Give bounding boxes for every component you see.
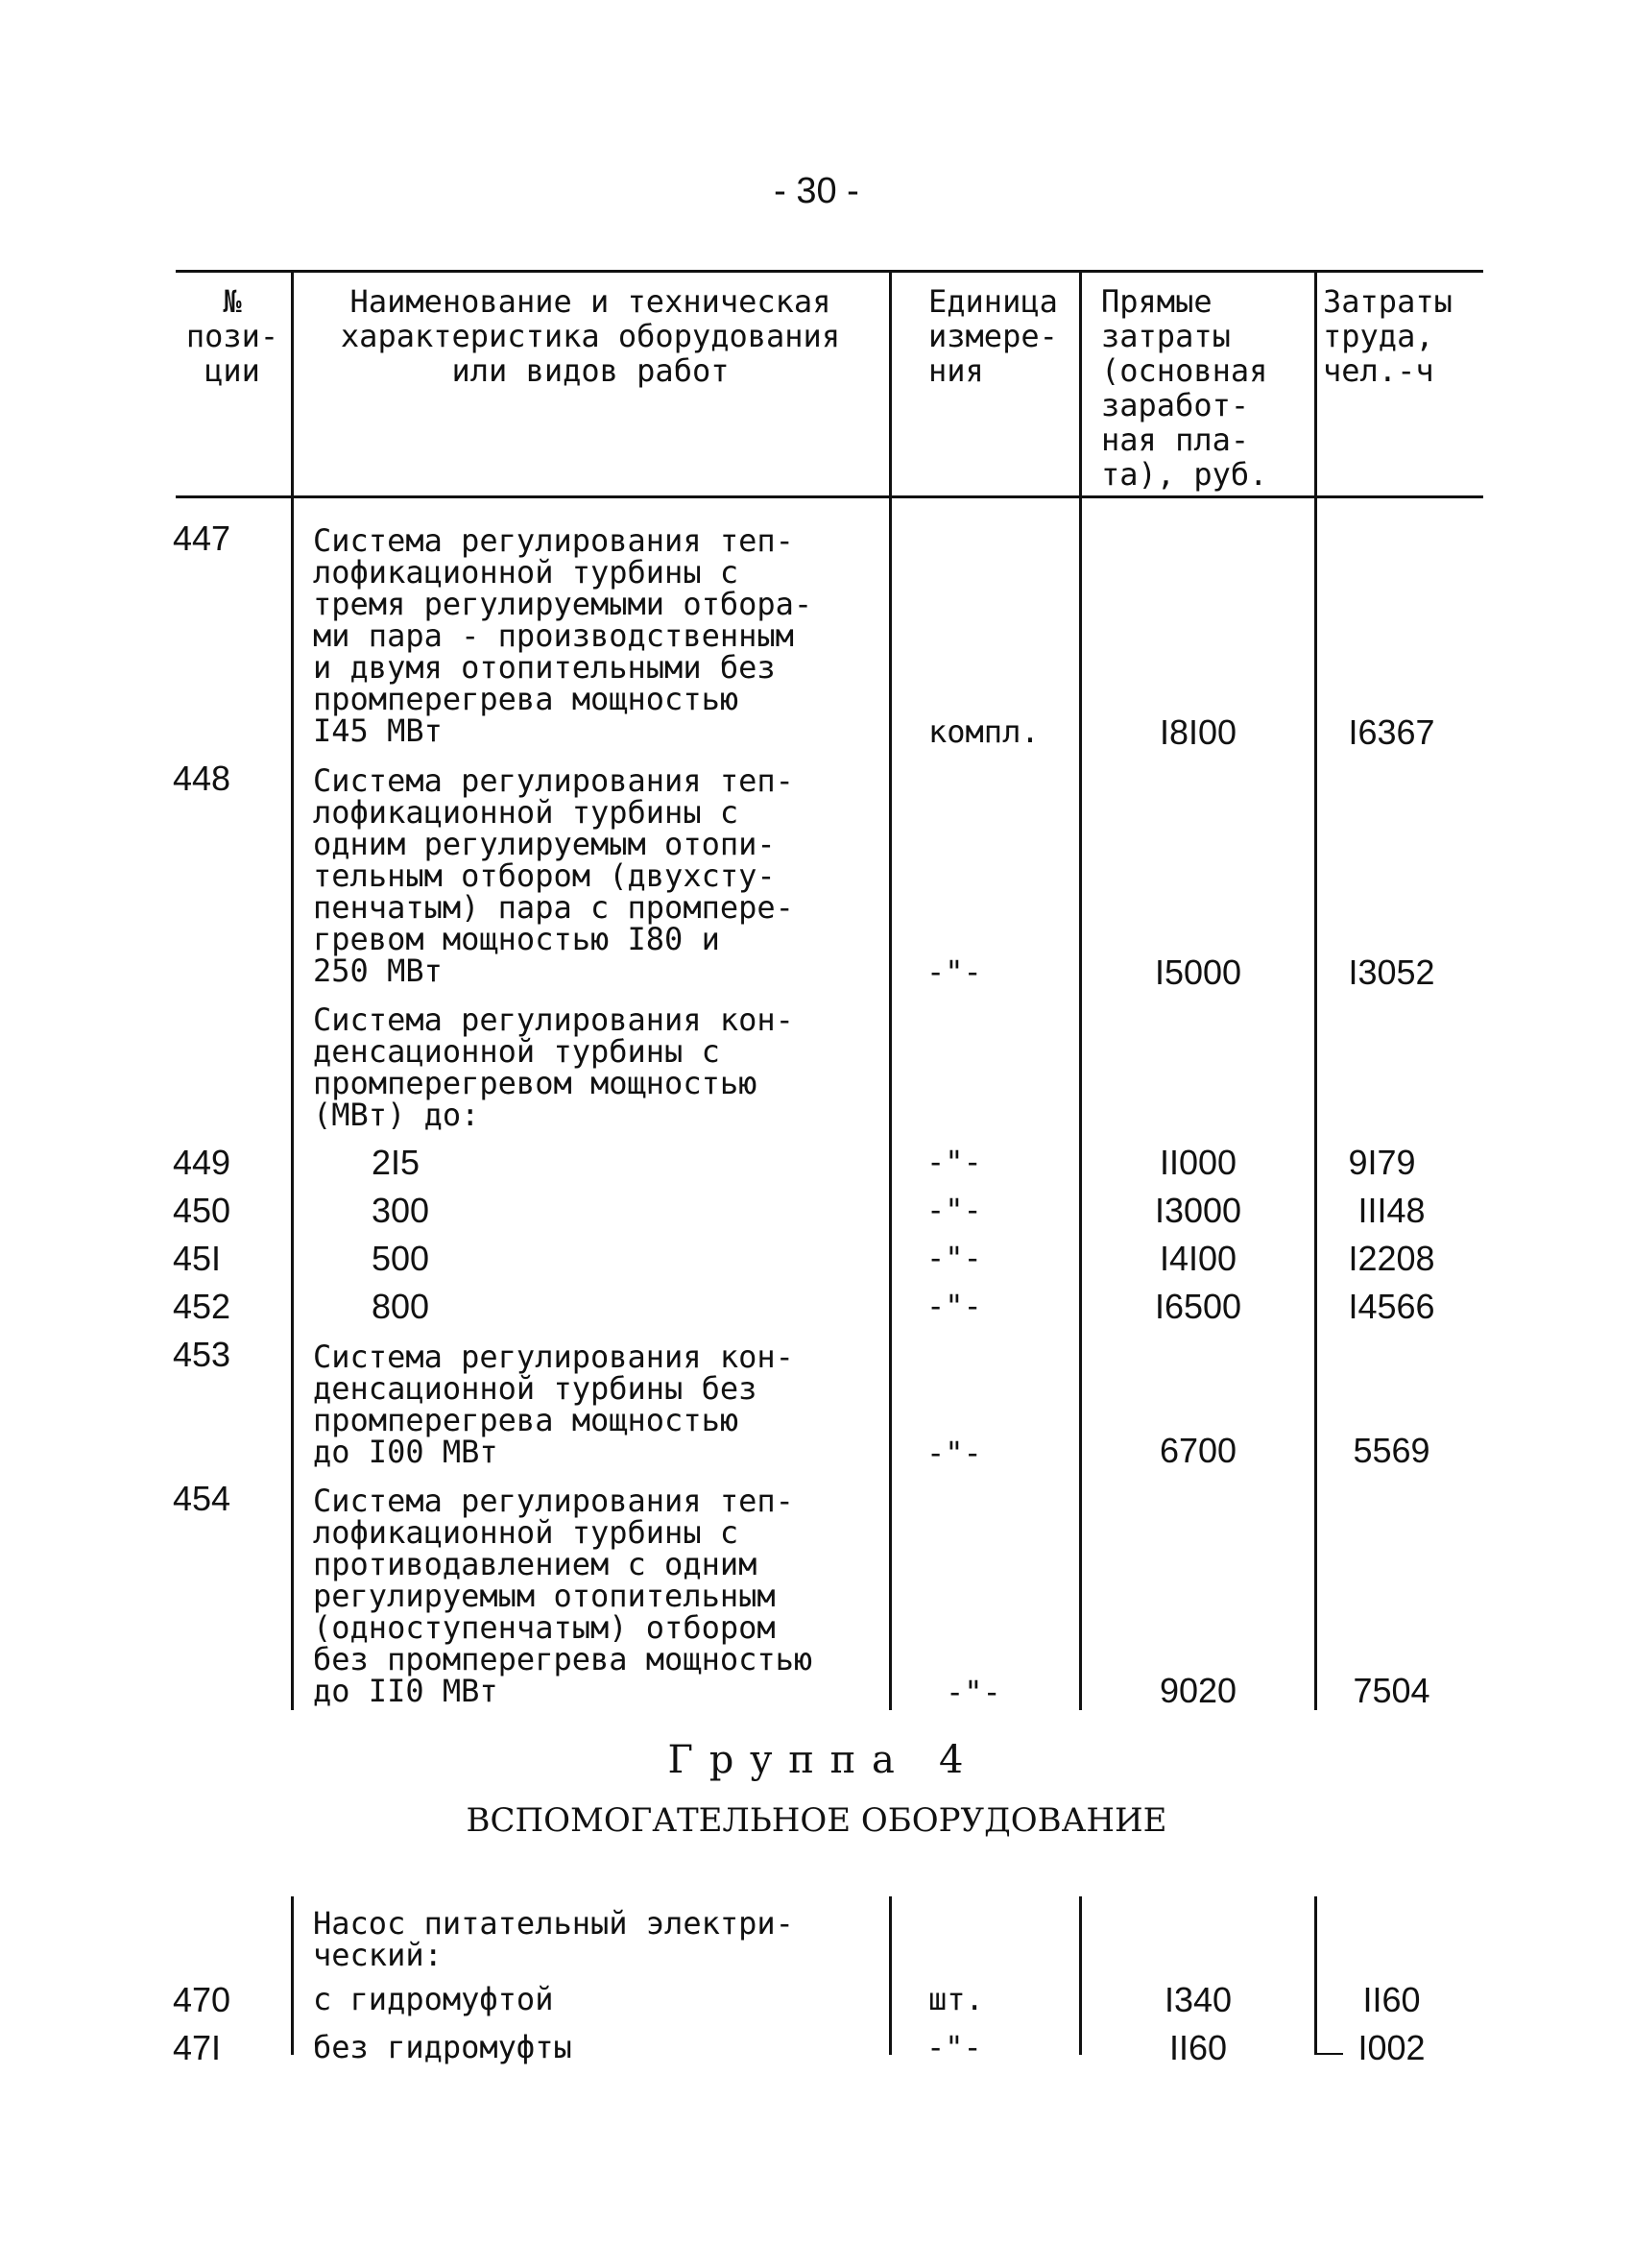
row-labor: I2208: [1348, 1239, 1435, 1278]
column-divider-1: [291, 270, 294, 1710]
row-unit: -"-: [926, 1435, 982, 1471]
row-position: 453: [173, 1335, 231, 1374]
row-position: 47I: [173, 2028, 222, 2067]
row-cost: I5000: [1154, 953, 1242, 992]
row-labor: I002: [1357, 2028, 1426, 2067]
row-cost: 6700: [1159, 1431, 1237, 1470]
row-unit: -"-: [926, 1192, 982, 1228]
row-name: 800: [372, 1287, 430, 1326]
row-cost: I3000: [1154, 1191, 1242, 1230]
row-position: 449: [173, 1143, 231, 1182]
row-name: с гидромуфтой: [313, 1981, 554, 2017]
row-name: 500: [372, 1239, 430, 1278]
header-position: № пози- ции: [185, 283, 279, 389]
row-labor: 7504: [1353, 1671, 1430, 1710]
row-unit: -"-: [926, 1240, 982, 1276]
page-number: - 30 -: [774, 171, 859, 211]
row-cost: I8I00: [1159, 712, 1237, 752]
row-cost: 9020: [1159, 1671, 1237, 1710]
column-divider-2: [889, 270, 892, 1710]
row-position: 454: [173, 1479, 231, 1518]
table2-divider-2: [889, 1896, 892, 2055]
row-unit: шт.: [928, 1981, 984, 2017]
row-unit: -"-: [926, 1144, 982, 1180]
header-direct-costs: Прямые затраты (основная заработ- ная пла- та), руб.: [1101, 283, 1268, 493]
row-cost: I4I00: [1159, 1239, 1237, 1278]
header-labor: Затраты труда, чел.-ч: [1323, 283, 1453, 389]
row-labor: II60: [1362, 1980, 1421, 2019]
row-name: Система регулирования кон- денсационной турбины без промперегрева мощностью до I00 МВт: [313, 1339, 794, 1470]
row-labor: I4566: [1348, 1287, 1435, 1326]
row-name: Система регулирования теп- лофикационной турбины с тремя регулируемыми отбора- ми пара - производственным и двумя отопительными без промперегрева мощностью I45 МВт: [313, 522, 813, 749]
row-unit: компл.: [928, 713, 1040, 750]
table2-divider-1: [291, 1896, 294, 2055]
row-labor: III48: [1357, 1191, 1426, 1230]
row-subheading: Насос питательный электри- ческий:: [313, 1905, 794, 1973]
row-unit: -"-: [946, 1674, 1001, 1710]
row-subheading: Система регулирования кон- денсационной турбины с промперегревом мощностью (МВт) до:: [313, 1001, 794, 1133]
row-cost: II000: [1159, 1143, 1237, 1182]
row-labor: 5569: [1353, 1431, 1430, 1470]
row-unit: -"-: [926, 953, 982, 990]
row-position: 45I: [173, 1239, 222, 1278]
row-unit: -"-: [926, 1288, 982, 1324]
row-cost: II60: [1168, 2028, 1228, 2067]
table-top-rule: [176, 270, 1483, 273]
row-position: 452: [173, 1287, 231, 1326]
row-name: 300: [372, 1191, 430, 1230]
row-labor: I3052: [1348, 953, 1435, 992]
row-name: Система регулирования теп- лофикационной турбины с противодавлением с одним регулируемым отопительным (одноступенчатым) отбором без промперегрева мощностью до II0 МВт: [313, 1483, 813, 1709]
row-labor: 9I79: [1348, 1143, 1416, 1182]
row-position: 448: [173, 759, 231, 798]
row-labor: I6367: [1348, 712, 1435, 752]
row-name: Система регулирования теп- лофикационной турбины с одним регулируемым отопи- тельным отбором (двухсту- пенчатым) пара с промпере- гревом мощностью I80 и 250 МВт: [313, 762, 794, 989]
header-bottom-rule: [176, 495, 1483, 498]
header-name: Наименование и техническая характеристика оборудования или видов работ: [340, 283, 841, 389]
header-unit: Единица измере- ния: [928, 283, 1058, 389]
group-subtitle: ВСПОМОГАТЕЛЬНОЕ ОБОРУДОВАНИЕ: [466, 1801, 1167, 1840]
row-unit: -"-: [926, 2029, 982, 2065]
row-position: 447: [173, 519, 231, 558]
row-name: без гидромуфты: [313, 2029, 572, 2065]
row-cost: I340: [1164, 1980, 1233, 2019]
row-position: 450: [173, 1191, 231, 1230]
row-cost: I6500: [1154, 1287, 1242, 1326]
row-position: 470: [173, 1980, 231, 2019]
group-title: Г р у п п а 4: [667, 1738, 966, 1782]
row-name: 2I5: [372, 1143, 420, 1182]
